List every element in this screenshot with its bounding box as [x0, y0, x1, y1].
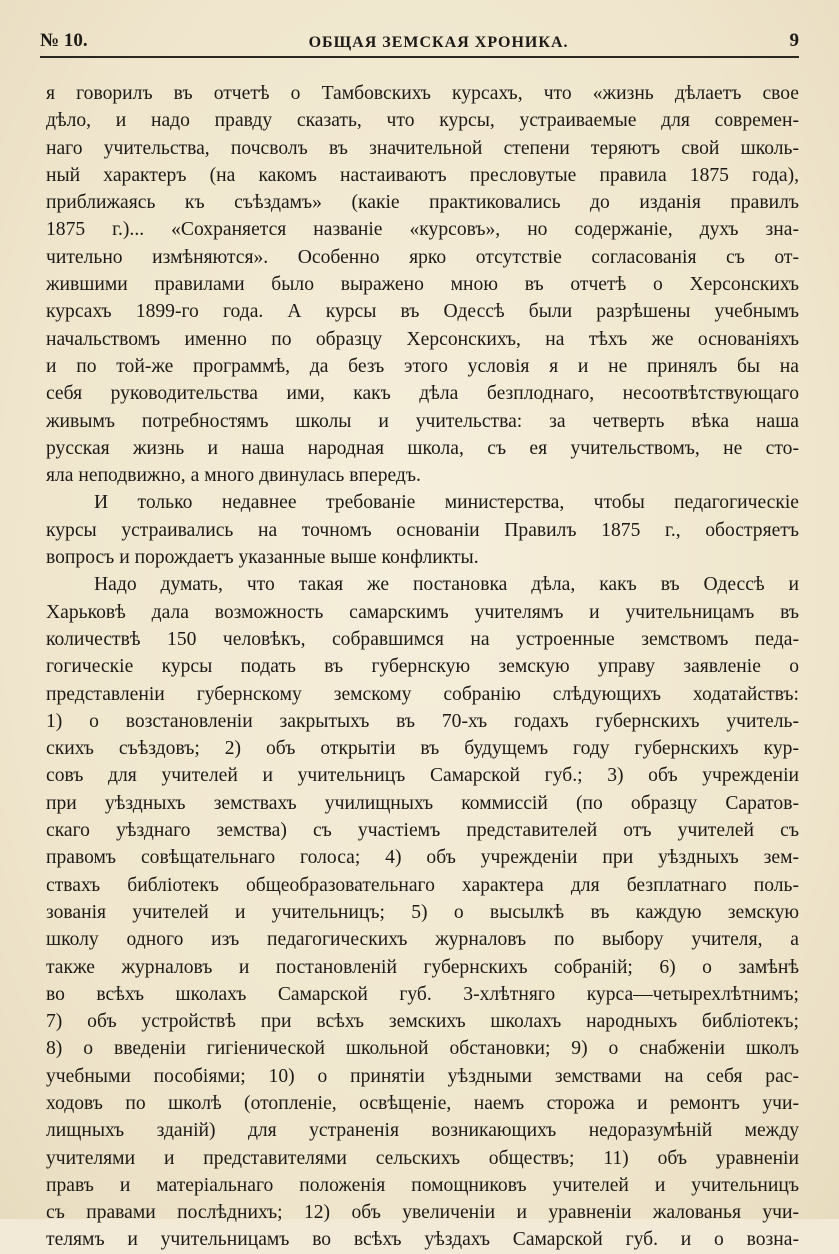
text-line: Надо думать, что такая же постановка дѣла, какъ въ Одессѣ и [94, 574, 799, 596]
text-line: ходовъ по школѣ (отопленіе, освѣщеніе, наемъ сторожа и ремонтъ учи- [46, 1092, 799, 1114]
text-line: дѣло, и надо правду сказать, что курсы, устраиваемые для современ- [46, 110, 799, 132]
text-line: совъ для учителей и учительницъ Самарской губ.; 3) объ учрежденіи [46, 765, 799, 787]
page-header [40, 28, 799, 58]
text-line: и по той-же программѣ, да безъ этого условія я и не принялъ бы на [46, 355, 799, 377]
text-line: правъ и матеріальнаго положенія помощниковъ учителей и учительницъ [46, 1174, 799, 1196]
text-line: телямъ и учительницамъ во всѣхъ уѣздахъ Самарской губ. и о возна- [46, 1229, 799, 1251]
text-line: во всѣхъ школахъ Самарской губ. 3-хлѣтняго курса—четырехлѣтнимъ; [46, 983, 799, 1005]
text-line: курсахъ 1899-го года. А курсы въ Одессѣ были разрѣшены учебнымъ [46, 301, 799, 323]
text-line: скаго уѣзднаго земства) съ участіемъ представителей отъ учителей съ [46, 820, 799, 842]
text-line: также журналовъ и постановленій губернскихъ собраній; 6) о замѣнѣ [46, 956, 799, 978]
text-line: школу одного изъ педагогическихъ журналовъ по выбору учителя, а [46, 929, 799, 951]
text-line: себя руководительства ими, какъ дѣла безплоднаго, несоотвѣтствующаго [46, 383, 799, 405]
text-line: учителями и представителями сельскихъ обществъ; 11) объ уравненіи [46, 1147, 799, 1169]
running-title: ОБЩАЯ ЗЕМСКАЯ ХРОНИКА. [308, 34, 569, 51]
text-line: 1875 г.)... «Сохраняется названіе «курсовъ», но содержаніе, духъ зна- [46, 219, 799, 241]
text-line: начальствомъ именно по образцу Херсонскихъ, на тѣхъ же основаніяхъ [46, 328, 799, 350]
page-number: 9 [789, 30, 799, 51]
body-text [46, 80, 799, 1254]
text-line: живымъ потребностямъ школы и учительства: за четверть вѣка наша [46, 410, 799, 432]
text-line: гогическіе курсы подать въ губернскую земскую управу заявленіе о [46, 656, 799, 678]
text-line: наго учительства, почсволъ въ значительной степени теряютъ свой школь- [46, 137, 799, 159]
issue-number: № 10. [40, 30, 88, 51]
text-line: И только недавнее требованіе министерства, чтобы педагогическіе [94, 492, 799, 514]
text-line: приближаясь къ съѣздамъ» (какіе практиковались до изданія правилъ [46, 192, 799, 214]
text-line: курсы устраивались на точномъ основаніи Правилъ 1875 г., обостряетъ [46, 519, 799, 541]
text-line: 1) о возстановленіи закрытыхъ въ 70-хъ годахъ губернскихъ учитель- [46, 710, 799, 732]
text-line: 8) о введеніи гигіенической школьной обстановки; 9) о снабженіи школъ [46, 1038, 799, 1060]
text-line: жившими правилами было выражено мною въ отчетѣ о Херсонскихъ [46, 274, 799, 296]
text-line: представленіи губернскому земскому собранію слѣдующихъ ходатайствъ: [46, 683, 799, 705]
text-line: учебными пособіями; 10) о принятіи уѣздными земствами на себя рас- [46, 1065, 799, 1087]
text-line: я говорилъ въ отчетѣ о Тамбовскихъ курсахъ, что «жизнь дѣлаетъ свое [46, 83, 799, 104]
text-line: количествѣ 150 человѣкъ, собравшимся на устроенные земствомъ педа- [46, 628, 799, 650]
text-line: съ правами послѣднихъ; 12) объ увеличеніи и уравненіи жалованья учи- [46, 1202, 799, 1224]
text-line: правомъ совѣщательнаго голоса; 4) объ учрежденіи при уѣздныхъ зем- [46, 847, 799, 869]
text-line: скихъ съѣздовъ; 2) объ открытіи въ будущемъ году губернскихъ кур- [46, 738, 799, 760]
text-line: зованія учителей и учительницъ; 5) о высылкѣ въ каждую земскую [46, 901, 799, 923]
text-line: при уѣздныхъ земствахъ училищныхъ коммиссій (по образцу Саратов- [46, 792, 799, 814]
text-line: ный характеръ (на какомъ настаиваютъ пресловутые правила 1875 года), [46, 164, 799, 186]
text-line: яла неподвижно, а много двинулась впередъ. [46, 465, 421, 487]
text-line: лищныхъ зданій) для устраненія возникающихъ недоразумѣній между [46, 1120, 799, 1142]
text-line: ствахъ библіотекъ общеобразовательнаго характера для безплатнаго поль- [46, 874, 799, 896]
text-line: русская жизнь и наша народная школа, съ ея учительствомъ, не сто- [46, 437, 799, 459]
text-line: чительно измѣняются». Особенно ярко отсутствіе согласованія съ от- [46, 246, 799, 268]
text-line: Харьковѣ дала возможность самарскимъ учителямъ и учительницамъ въ [46, 601, 799, 623]
text-line: вопросъ и порождаетъ указанные выше конфликты. [46, 547, 479, 569]
text-line: 7) объ устройствѣ при всѣхъ земскихъ школахъ народныхъ библіотекъ; [46, 1011, 799, 1033]
